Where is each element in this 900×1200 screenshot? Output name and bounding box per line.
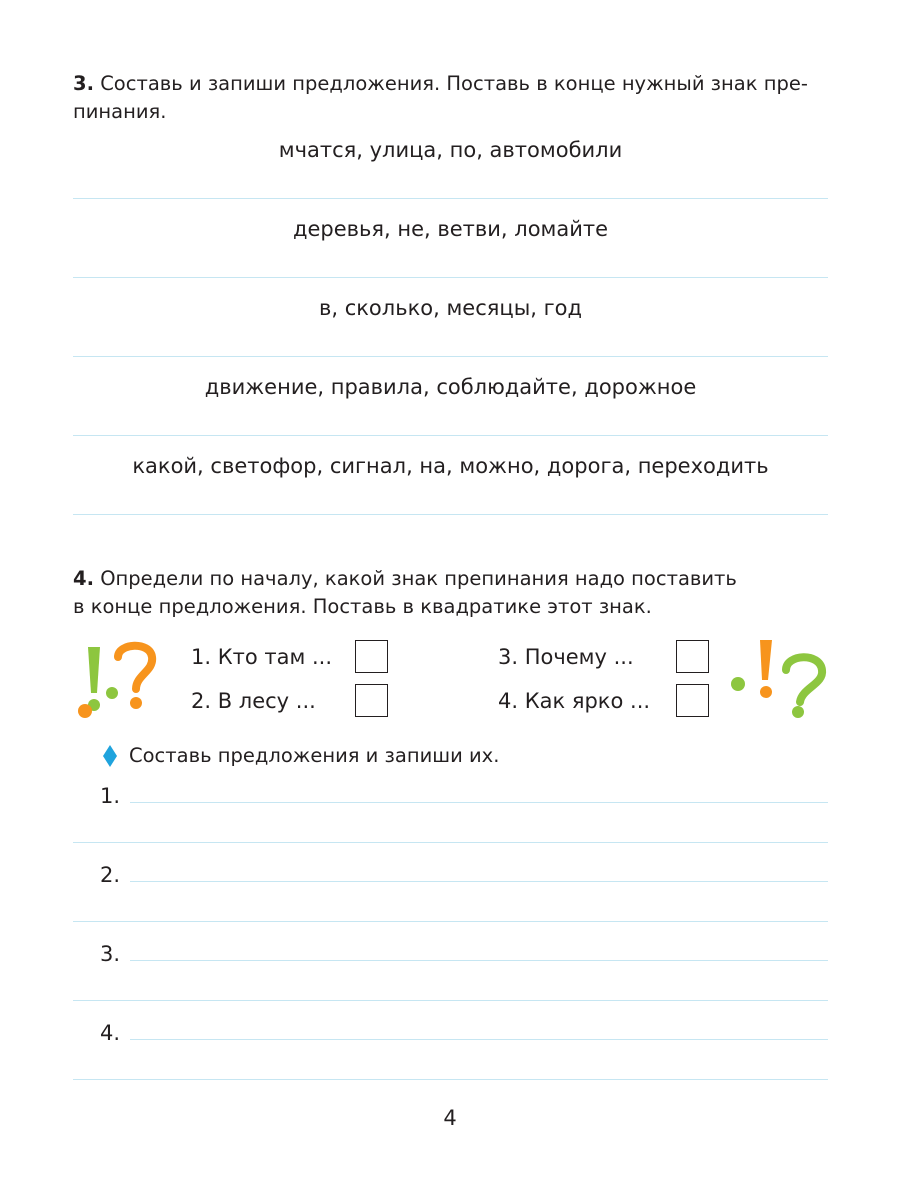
diamond-icon (102, 744, 118, 768)
write-line-3[interactable] (130, 960, 828, 961)
exclamation-icon (88, 647, 100, 693)
write-line-3b[interactable] (73, 1000, 828, 1001)
punctuation-decoration-right (724, 632, 834, 722)
answer-box-4[interactable] (676, 684, 709, 717)
answer-line-4[interactable] (73, 435, 828, 436)
phrase-2: деревья, не, ветви, ломайте (292, 217, 609, 241)
write-line-4b[interactable] (73, 1079, 828, 1080)
write-line-2[interactable] (130, 881, 828, 882)
task3-number: 3. (73, 72, 94, 95)
line-number-4: 4. (100, 1021, 121, 1045)
write-line-1[interactable] (130, 802, 828, 803)
write-line-1b[interactable] (73, 842, 828, 843)
dot-icon (731, 677, 745, 691)
answer-box-2[interactable] (355, 684, 388, 717)
exclamation-icon (760, 640, 772, 680)
line-number-1: 1. (100, 784, 121, 808)
question-icon (118, 646, 152, 689)
task3-instruction (73, 70, 828, 98)
answer-line-3[interactable] (73, 356, 828, 357)
write-line-2b[interactable] (73, 921, 828, 922)
dot-icon (78, 704, 92, 718)
task4-instruction-2: в конце предложения. Поставь в квадратике этот знак. (73, 595, 652, 618)
punctuation-decoration-left (70, 635, 165, 725)
task4-number: 4. (73, 567, 94, 590)
task3-instruction-cont: пинания. (73, 100, 167, 123)
phrase-1: мчатся, улица, по, автомобили (278, 138, 623, 162)
phrase-5: какой, светофор, сигнал, на, можно, дорога, переходить (132, 454, 769, 478)
write-line-4[interactable] (130, 1039, 828, 1040)
task4-instruction-1 (73, 565, 828, 593)
answer-line-5[interactable] (73, 514, 828, 515)
line-number-3: 3. (100, 942, 121, 966)
phrase-3: в, сколько, месяцы, год (318, 296, 583, 320)
question-icon (786, 657, 822, 702)
item-4: 4. Как ярко ... (498, 689, 651, 713)
phrase-4: движение, правила, соблюдайте, дорожное (204, 375, 697, 399)
page-number: 4 (443, 1106, 457, 1130)
task4-instruction-text: Определи по началу, какой знак препинания надо поставить (100, 567, 737, 590)
answer-line-1[interactable] (73, 198, 828, 199)
answer-box-1[interactable] (355, 640, 388, 673)
answer-box-3[interactable] (676, 640, 709, 673)
extra-task-instruction: Составь предложения и запиши их. (129, 744, 500, 767)
line-number-2: 2. (100, 863, 121, 887)
task3-instruction-text: Составь и запиши предложения. Поставь в конце нужный знак пре- (100, 72, 808, 95)
item-1: 1. Кто там ... (191, 645, 333, 669)
item-3: 3. Почему ... (498, 645, 634, 669)
answer-line-2[interactable] (73, 277, 828, 278)
item-2: 2. В лесу ... (191, 689, 316, 713)
